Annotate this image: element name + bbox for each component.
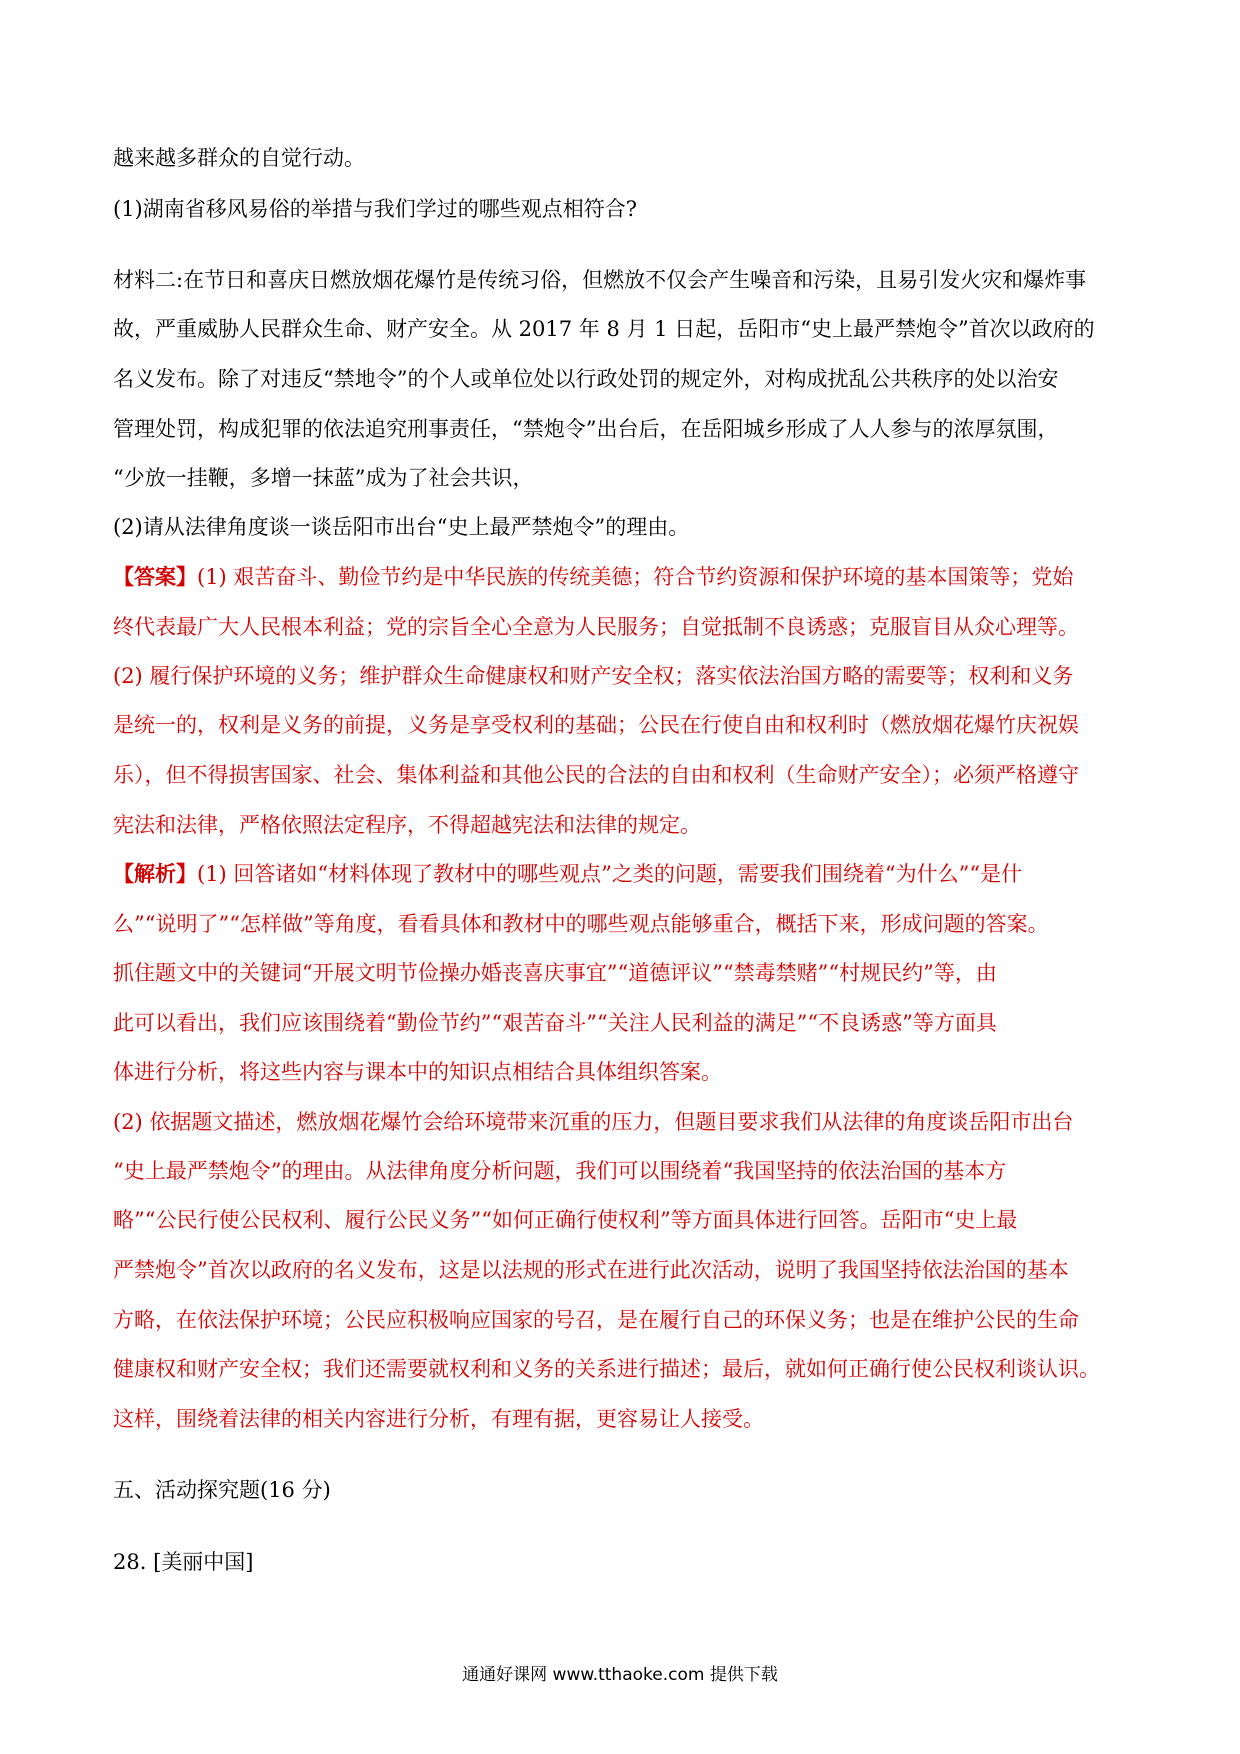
line-text: (1) 艰苦奋斗、勤俭节约是中华民族的传统美德；符合节约资源和保护环境的基本国策等；党始 [197,565,1074,589]
text-line [113,1305,1079,1335]
text-line [113,143,365,173]
line-text: 略”“公民行使公民权利、履行公民义务”“如何正确行使权利”等方面具体进行回答。岳阳市“史上最 [113,1208,1018,1232]
text-line [113,661,1073,691]
text-line [113,710,1079,740]
page-footer: 通通好课网 www.tthaoke.com 提供下载 [462,1665,778,1685]
text-line [113,512,689,542]
text-line [113,265,1086,295]
line-text: 严禁炮令”首次以政府的名义发布，这是以法规的形式在进行此次活动，说明了我国坚持依法治国的基本 [113,1258,1069,1282]
line-text: 五、活动探究题(16 分) [113,1478,331,1502]
line-text: 材料二:在节日和喜庆日燃放烟花爆竹是传统习俗，但燃放不仅会产生噪音和污染，且易引发火灾和爆炸事 [113,268,1087,292]
text-line [113,859,1022,889]
line-text: 此可以看出，我们应该围绕着“勤俭节约”“艰苦奋斗”“关注人民利益的满足”“不良诱惑”等方面具 [113,1011,997,1035]
line-text: (2) 履行保护环境的义务；维护群众生命健康权和财产安全权；落实依法治国方略的需要等；权利和义务 [113,664,1074,688]
line-text: 么”“说明了”“怎样做”等角度，看看具体和教材中的哪些观点能够重合，概括下来，形成问题的答案。 [113,912,1049,936]
line-text: 名义发布。除了对违反“禁地令”的个人或单位处以行政处罚的规定外，对构成扰乱公共秩序的处以治安 [113,367,1059,391]
line-text: 越来越多群众的自觉行动。 [113,146,365,170]
line-text: (1) 回答诸如“材料体现了教材中的哪些观点”之类的问题，需要我们围绕着“为什么”“是什 [197,862,1023,886]
line-text: 故，严重威胁人民群众生命、财产安全。从 2017 年 8 月 1 日起，岳阳市“史上最严禁炮令”首次以政府的 [113,317,1095,341]
line-text: 宪法和法律，严格依照法定程序，不得超越宪法和法律的规定。 [113,813,701,837]
text-line [113,1475,331,1505]
text-line [113,1354,1100,1384]
line-text: 健康权和财产安全权；我们还需要就权利和义务的关系进行描述；最后，就如何正确行使公民权利谈认识。 [113,1357,1100,1381]
line-text: (1)湖南省移风易俗的举措与我们学过的哪些观点相符合? [113,197,638,221]
section-marker: 【解析】 [113,861,197,886]
line-text: 体进行分析，将这些内容与课本中的知识点相结合具体组织答案。 [113,1060,722,1084]
line-text: 终代表最广大人民根本利益；党的宗旨全心全意为人民服务；自觉抵制不良诱惑；克服盲目从众心理等。 [113,615,1079,639]
text-line [113,1255,1069,1285]
line-text: “少放一挂鞭，多增一抹蓝”成为了社会共识， [113,466,534,490]
section-marker: 【答案】 [113,564,197,589]
line-text: 这样，围绕着法律的相关内容进行分析，有理有据，更容易让人接受。 [113,1407,764,1431]
text-line [113,194,637,224]
line-text: (2) 依据题文描述，燃放烟花爆竹会给环境带来沉重的压力，但题目要求我们从法律的角度谈岳阳市出台 [113,1110,1074,1134]
line-text: “史上最严禁炮令”的理由。从法律角度分析问题，我们可以围绕着“我国坚持的依法治国的基本方 [113,1159,1007,1183]
line-text: 抓住题文中的关键词“开展文明节俭操办婚丧喜庆事宜”“道德评议”“禁毒禁赌”“村规民约”等，由 [113,961,997,985]
text-line [113,958,997,988]
text-line [113,810,701,840]
text-line [113,1057,722,1087]
text-line [113,314,1095,344]
text-line [113,1107,1073,1137]
text-line [113,1008,997,1038]
text-line [113,414,1058,444]
text-line [113,1205,1017,1235]
text-line [113,909,1049,939]
text-line [113,463,533,493]
line-text: 方略，在依法保护环境；公民应积极响应国家的号召，是在履行自己的环保义务；也是在维护公民的生命 [113,1308,1079,1332]
text-line [113,1547,253,1577]
text-line [113,612,1079,642]
text-line [113,760,1079,790]
line-text: 28. [美丽中国] [113,1550,254,1574]
text-line [113,364,1058,394]
line-text: 管理处罚，构成犯罪的依法追究刑事责任，“禁炮令”出台后，在岳阳城乡形成了人人参与的浓厚氛围， [113,417,1059,441]
line-text: 是统一的，权利是义务的前提，义务是享受权利的基础；公民在行使自由和权利时（燃放烟花爆竹庆祝娱 [113,713,1079,737]
text-line [113,1156,1006,1186]
line-text: 乐），但不得损害国家、社会、集体利益和其他公民的合法的自由和权利（生命财产安全）；必须严格遵守 [113,763,1079,787]
line-text: (2)请从法律角度谈一谈岳阳市出台“史上最严禁炮令”的理由。 [113,515,690,539]
text-line [113,1404,764,1434]
text-line [113,562,1073,592]
